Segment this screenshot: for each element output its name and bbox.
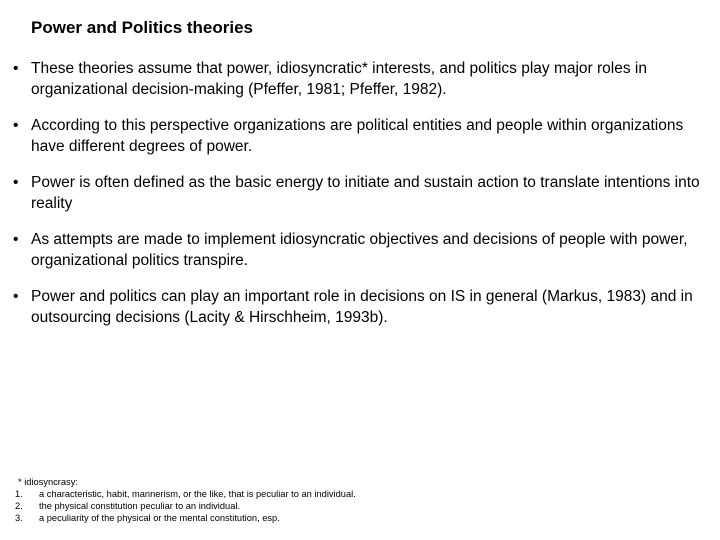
bullet-dot: •: [13, 288, 19, 305]
bullet-item: [13, 115, 713, 157]
bullet-dot: •: [13, 231, 19, 248]
footnote-text: a peculiarity of the physical or the mental constitution, esp.: [39, 513, 280, 523]
footnote-heading: * idiosyncrasy:: [18, 477, 78, 487]
bullet-dot: •: [13, 174, 19, 191]
slide-title: Power and Politics theories: [31, 18, 254, 37]
bullet-text: Power and politics can play an important role in decisions on IS in general (Markus, 1983) and in outsourcing decisions (Lacity & Hirschheim, 1993b).: [31, 288, 693, 326]
footnote-item: [15, 488, 356, 500]
footnote-number: 3.: [15, 513, 23, 523]
bullet-text: These theories assume that power, idiosyncratic* interests, and politics play major roles in organizational decision-making (Pfeffer, 1981; Pfeffer, 1982).: [31, 60, 647, 98]
footnote-number: 1.: [15, 489, 23, 499]
footnote: [15, 476, 356, 524]
bullet-dot: •: [13, 117, 19, 134]
footnote-number: 2.: [15, 501, 23, 511]
footnote-text: the physical constitution peculiar to an individual.: [39, 501, 241, 511]
bullet-text: As attempts are made to implement idiosyncratic objectives and decisions of people with power, organizational politics transpire.: [31, 231, 688, 269]
footnote-item: [15, 500, 356, 512]
bullet-list: [13, 58, 713, 343]
bullet-item: [13, 58, 713, 100]
footnote-text: a characteristic, habit, mannerism, or the like, that is peculiar to an individual.: [39, 489, 356, 499]
bullet-text: Power is often defined as the basic energy to initiate and sustain action to translate intentions into reality: [31, 174, 700, 212]
bullet-dot: •: [13, 60, 19, 77]
footnote-item: [15, 512, 356, 524]
bullet-item: [13, 172, 713, 214]
bullet-item: [13, 286, 713, 328]
bullet-item: [13, 229, 713, 271]
bullet-text: According to this perspective organizations are political entities and people within organizations have different degrees of power.: [31, 117, 684, 155]
